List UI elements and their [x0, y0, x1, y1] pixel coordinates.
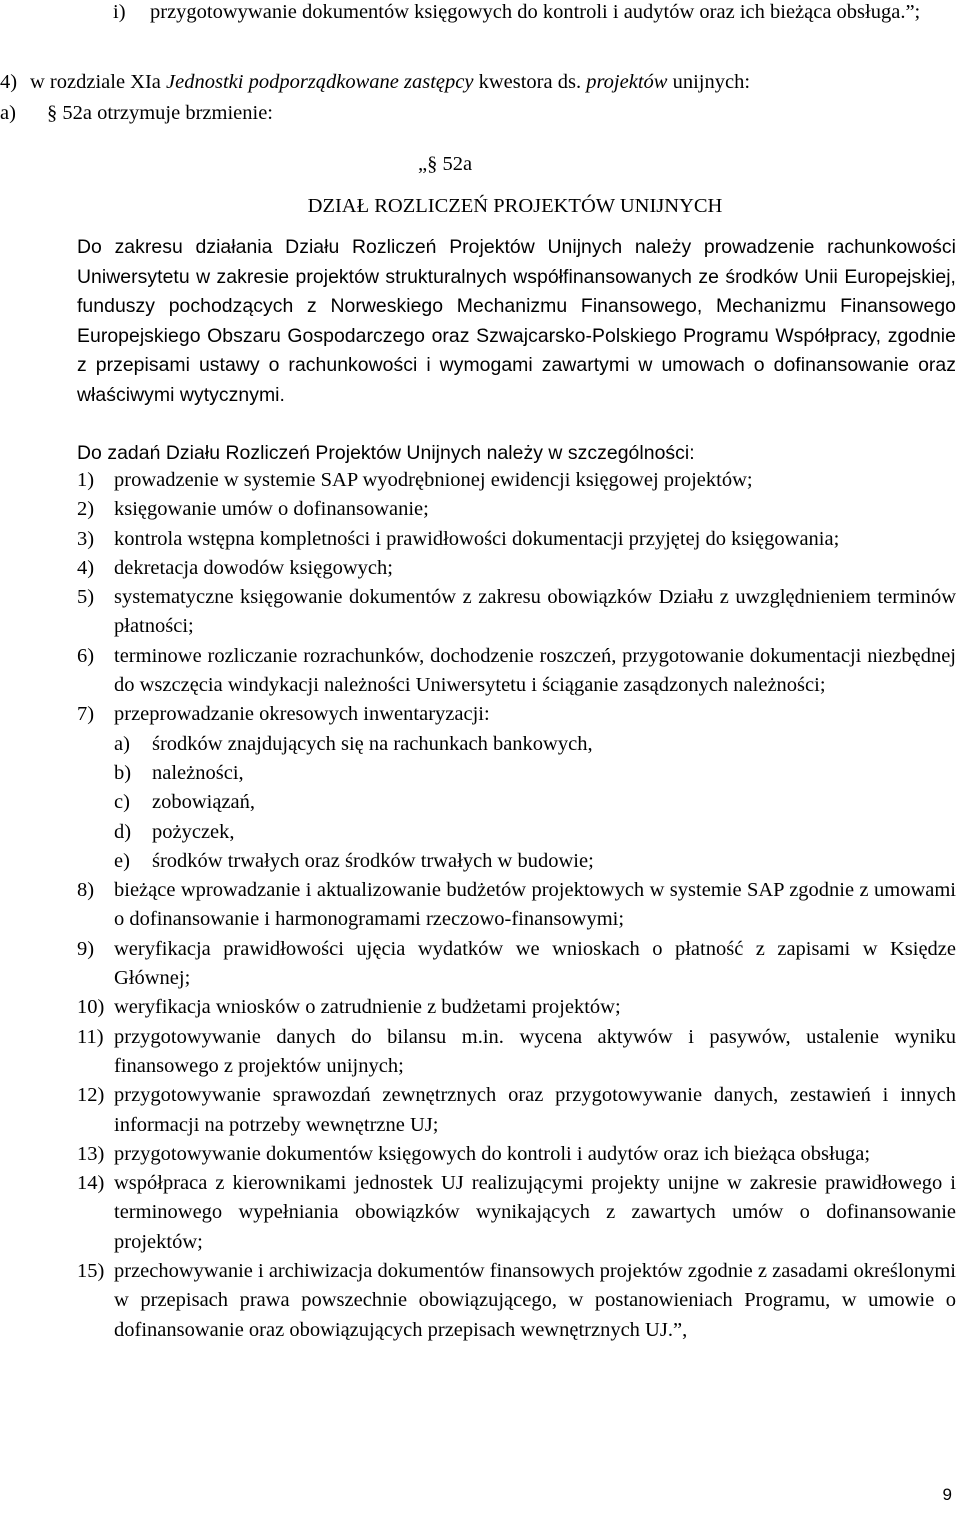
item-number: 2) — [77, 498, 95, 521]
sub-text: środków trwałych oraz środków trwałych w budowie; — [152, 849, 594, 872]
item-number: 7) — [77, 703, 95, 726]
item-text: kontrola wstępna kompletności i prawidłowości dokumentacji przyjętej do księgowania; — [114, 527, 840, 550]
list-item — [77, 1257, 956, 1345]
sub-number: d) — [114, 820, 132, 843]
sublist-item — [114, 759, 956, 788]
item-text: przygotowywanie danych do bilansu m.in. wycena aktywów i pasywów, ustalenie wyniku finansowego z projektów unijnych; — [114, 1025, 956, 1077]
list-item-i — [113, 0, 956, 27]
amendment-italic: Jednostki podporządkowane zastępcy — [166, 71, 474, 93]
list-item — [77, 1140, 956, 1169]
list-item — [77, 642, 956, 701]
item-number: 14) — [77, 1172, 105, 1195]
sublist-item — [114, 818, 956, 847]
list-item — [77, 583, 956, 642]
sub-number: c) — [114, 791, 130, 814]
item-text: przeprowadzanie okresowych inwentaryzacji: — [114, 703, 490, 726]
amendment-italic-2: projektów — [586, 71, 668, 93]
list-item — [77, 993, 956, 1022]
item-number: 3) — [77, 527, 95, 550]
amendment-text-2: kwestora ds. — [473, 71, 587, 93]
item-number: 15) — [77, 1260, 105, 1283]
item-number: 8) — [77, 879, 95, 902]
sublist — [77, 730, 956, 876]
item-number: 5) — [77, 586, 95, 609]
item-number: 10) — [77, 996, 105, 1019]
item-text: prowadzenie w systemie SAP wyodrębnionej ewidencji księgowej projektów; — [114, 469, 753, 491]
amendment-4 — [0, 68, 956, 97]
item-number: 4) — [77, 556, 95, 579]
item-number: 11) — [77, 1025, 104, 1048]
item-text: systematyczne księgowanie dokumentów z zakresu obowiązków Działu z uwzględnieniem terminów płatności; — [114, 586, 956, 638]
item-number: i) — [113, 1, 126, 23]
item-number: 9) — [77, 937, 95, 960]
item-text: dekretacja dowodów księgowych; — [114, 556, 393, 579]
list-item — [77, 1169, 956, 1257]
item-number: 13) — [77, 1142, 105, 1165]
item-text: przygotowywanie dokumentów księgowych do kontroli i audytów oraz ich bieżąca obsługa.”; — [150, 1, 921, 23]
amendment-number: 4) — [0, 71, 18, 93]
item-text: przygotowywanie dokumentów księgowych do kontroli i audytów oraz ich bieżąca obsługa; — [114, 1142, 871, 1165]
sub-text: pożyczek, — [152, 820, 235, 843]
item-text: przechowywanie i archiwizacja dokumentów finansowych projektów zgodnie z zasadami określonymi w przepisach prawa powszechnie obowiązującego, w postanowieniach Programu, w umowie o dofinansowanie oraz obowiązujących przepisach wewnętrznych UJ.”, — [114, 1260, 956, 1341]
sublist-item — [114, 730, 956, 759]
amendment-text: § 52a otrzymuje brzmienie: — [47, 102, 273, 124]
sub-text: środków znajdujących się na rachunkach bankowych, — [152, 732, 593, 755]
item-text: przygotowywanie sprawozdań zewnętrznych oraz przygotowywanie danych, zestawień i innych informacji na potrzeby wewnętrzne UJ; — [114, 1084, 956, 1136]
item-text: weryfikacja wniosków o zatrudnienie z budżetami projektów; — [114, 996, 621, 1019]
list-item — [77, 466, 956, 495]
sub-number: b) — [114, 761, 132, 784]
section-title: DZIAŁ ROZLICZEŃ PROJEKTÓW UNIJNYCH — [307, 195, 723, 217]
item-text: weryfikacja prawidłowości ujęcia wydatków we wnioskach o płatność z zapisami w Księdze Głównej; — [114, 937, 956, 990]
item-text: księgowanie umów o dofinansowanie; — [114, 498, 429, 521]
item-text: współpraca z kierownikami jednostek UJ realizującymi projekty unijne w zakresie prawidłowego i terminowego wypełniania obowiązków wynikających z zawartych umów o dofinansowanie projektów; — [114, 1172, 956, 1253]
list-item — [77, 554, 956, 583]
item-text: bieżące wprowadzanie i aktualizowanie budżetów projektowych w systemie SAP zgodnie z umowami o dofinansowanie i harmonogramami rzeczowo-finansowymi; — [114, 879, 956, 931]
list-item — [77, 1081, 956, 1140]
sub-text: zobowiązań, — [152, 791, 256, 814]
list-item — [77, 700, 956, 729]
amendment-text: w rozdziale XIa — [30, 71, 167, 93]
amendment-number: a) — [0, 102, 16, 124]
section-lead: Do zadań Działu Rozliczeń Projektów Unijnych należy w szczególności: — [77, 442, 695, 464]
sublist-item — [114, 788, 956, 817]
list-item — [77, 495, 956, 524]
section-heading: „§ 52a — [418, 153, 473, 175]
page-number: 9 — [942, 1484, 952, 1504]
sub-number: e) — [114, 849, 130, 872]
list-item — [77, 525, 956, 554]
amendment-text-3: unijnych: — [667, 71, 751, 93]
item-number: 1) — [77, 469, 95, 491]
list-item — [77, 876, 956, 935]
list-item — [77, 1023, 956, 1082]
amendment-4a — [0, 99, 956, 128]
list-item — [77, 935, 956, 994]
item-text: terminowe rozliczanie rozrachunków, dochodzenie roszczeń, przygotowanie dokumentacji niezbędnej do wszczęcia windykacji należności Uniwersytetu i ściąganie zasądzonych należności; — [114, 644, 956, 697]
sub-text: należności, — [152, 761, 244, 784]
section-intro: Do zakresu działania Działu Rozliczeń Projektów Unijnych należy prowadzenie rachunkowości Uniwersytetu w zakresie projektów strukturalnych współfinansowanych ze środków Unii Europejskiej, funduszy pochodzących z Norweskiego Mechanizmu Finansowego, Mechanizmu Finansowego Europejskiego Obszaru Gospodarczego oraz Szwajcarsko-Polskiego Programu Współpracy, zgodnie z przepisami ustawy o rachunkowości i wymogami zawartymi w umowach o dofinansowanie oraz właściwymi wytycznymi. — [77, 236, 956, 406]
sub-number: a) — [114, 732, 130, 755]
tasks-list — [77, 466, 956, 1345]
sublist-item — [114, 847, 956, 876]
item-number: 6) — [77, 644, 95, 667]
item-number: 12) — [77, 1084, 105, 1107]
